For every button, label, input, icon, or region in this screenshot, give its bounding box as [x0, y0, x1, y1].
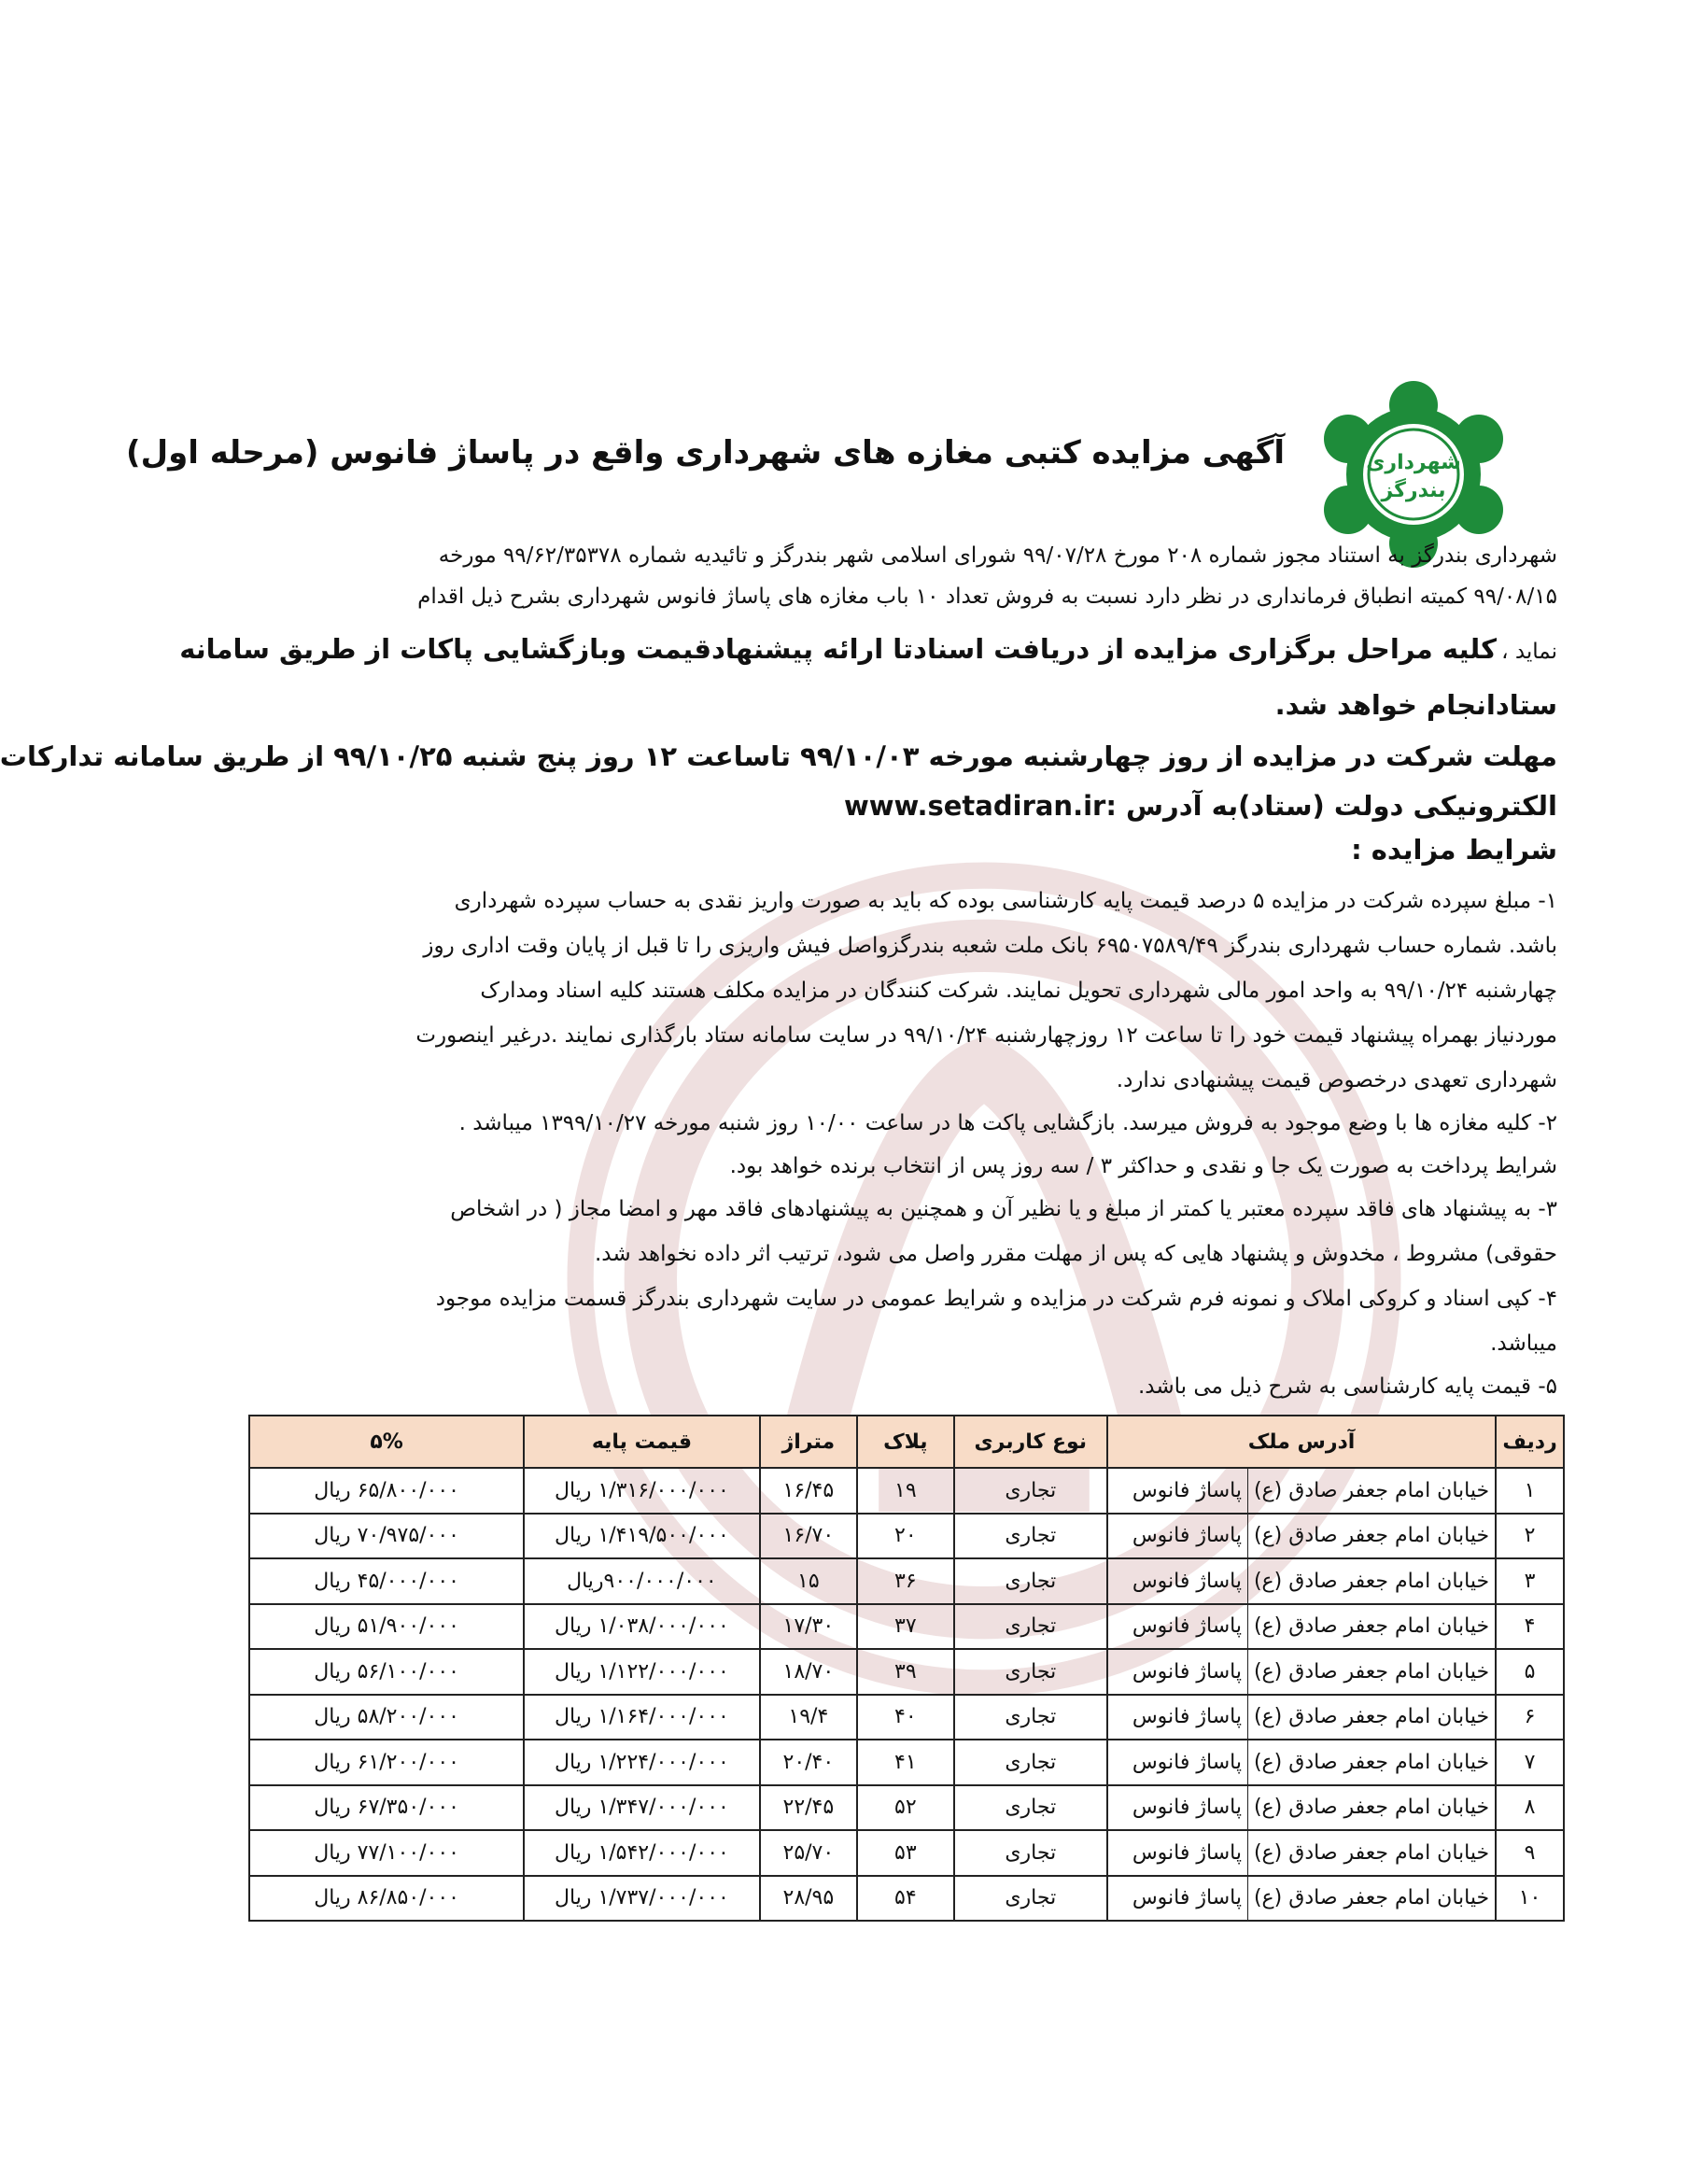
cell-area: ۱۸/۷۰ [760, 1649, 857, 1695]
cell-usage: تجاری [954, 1514, 1107, 1559]
cell-area: ۲۰/۴۰ [760, 1740, 857, 1785]
intro-line-3-normal: نماید ، [1501, 640, 1557, 664]
condition-2-line-1: ۲- کلیه مغازه ها با وضع موجود به فروش میرسد. بازگشایی پاکت ها در ساعت ۱۰/۰۰ روز شنبه مورخه ۱۳۹۹/۱۰/۲۷ میباشد . [458, 1111, 1557, 1135]
table-row [249, 1740, 1564, 1785]
intro-line-1: شهرداری بندرگز به استناد مجوز شماره ۲۰۸ مورخ ۹۹/۰۷/۲۸ شورای اسلامی شهر بندرگز و تائیدیه شماره ۹۹/۶۲/۳۵۳۷۸ مورخه [438, 543, 1557, 568]
cell-street: خیابان امام جعفر صادق (ع) [1247, 1830, 1496, 1876]
deadline-line-2: الکترونیکی دولت (ستاد)به آدرس :www.setadiran.ir [843, 790, 1557, 822]
cell-street: خیابان امام جعفر صادق (ع) [1247, 1876, 1496, 1922]
cell-area: ۱۷/۳۰ [760, 1604, 857, 1650]
cell-row-number: ۱ [1496, 1468, 1564, 1514]
condition-1-line-1: ۱- مبلغ سپرده شرکت در مزایده ۵ درصد قیمت پایه کارشناسی بوده که باید به صورت واریز نقدی به حساب سپرده شهرداری [454, 889, 1557, 913]
cell-plate: ۳۹ [857, 1649, 954, 1695]
deadline-line-1: مهلت شرکت در مزایده از روز چهارشنبه مورخه ۹۹/۱۰/۰۳ تاساعت ۱۲ روز پنج شنبه ۹۹/۱۰/۲۵ از طریق سامانه تدارکات [0, 740, 1557, 772]
logo-text-top: شهرداری [1366, 451, 1461, 474]
cell-mall: پاساژ فانوس [1107, 1468, 1248, 1514]
cell-deposit: ۸۶/۸۵۰/۰۰۰ ریال [249, 1876, 524, 1922]
cell-base-price: ۱/۳۴۷/۰۰۰/۰۰۰ ریال [524, 1785, 759, 1831]
table-row [249, 1558, 1564, 1604]
cell-base-price: ۱/۱۶۴/۰۰۰/۰۰۰ ریال [524, 1695, 759, 1740]
cell-plate: ۴۱ [857, 1740, 954, 1785]
cell-base-price: ۱/۴۱۹/۵۰۰/۰۰۰ ریال [524, 1514, 759, 1559]
cell-base-price: ۱/۳۱۶/۰۰۰/۰۰۰ ریال [524, 1468, 759, 1514]
condition-1-line-2: باشد. شماره حساب شهرداری بندرگز ۶۹۵۰۷۵۸۹/۴۹ بانک ملت شعبه بندرگزواصل فیش واریزی را تا قبل از پایان وقت اداری روز [423, 934, 1557, 958]
condition-1-line-4: موردنیاز بهمراه پیشنهاد قیمت خود را تا ساعت ۱۲ روزچهارشنبه ۹۹/۱۰/۲۴ در سایت سامانه ستاد بارگذاری نمایند .درغیر اینصورت [415, 1023, 1557, 1048]
cell-row-number: ۲ [1496, 1514, 1564, 1559]
cell-deposit: ۶۵/۸۰۰/۰۰۰ ریال [249, 1468, 524, 1514]
cell-base-price: ۱/۵۴۲/۰۰۰/۰۰۰ ریال [524, 1830, 759, 1876]
cell-plate: ۴۰ [857, 1695, 954, 1740]
intro-line-4: ستادانجام خواهد شد. [1274, 689, 1557, 721]
table-row [249, 1649, 1564, 1695]
cell-row-number: ۸ [1496, 1785, 1564, 1831]
condition-1-line-5: شهرداری تعهدی درخصوص قیمت پیشنهادی ندارد. [1116, 1068, 1557, 1092]
cell-base-price: ۱/۷۳۷/۰۰۰/۰۰۰ ریال [524, 1876, 759, 1922]
header-row-number: ردیف [1496, 1416, 1564, 1468]
header-area: متراژ [760, 1416, 857, 1468]
intro-line-3-bold: کلیه مراحل برگزاری مزایده از دریافت اسنادتا ارائه پیشنهادقیمت وبازگشایی پاکات از طریق سامانه [179, 633, 1497, 665]
header-usage: نوع کاربری [954, 1416, 1107, 1468]
cell-base-price: ۱/۲۲۴/۰۰۰/۰۰۰ ریال [524, 1740, 759, 1785]
cell-usage: تجاری [954, 1830, 1107, 1876]
cell-deposit: ۶۱/۲۰۰/۰۰۰ ریال [249, 1740, 524, 1785]
cell-plate: ۳۶ [857, 1558, 954, 1604]
cell-area: ۲۲/۴۵ [760, 1785, 857, 1831]
table-row [249, 1830, 1564, 1876]
cell-mall: پاساژ فانوس [1107, 1695, 1248, 1740]
header-plate: پلاک [857, 1416, 954, 1468]
table-row [249, 1695, 1564, 1740]
cell-mall: پاساژ فانوس [1107, 1649, 1248, 1695]
cell-area: ۱۶/۴۵ [760, 1468, 857, 1514]
cell-plate: ۵۲ [857, 1785, 954, 1831]
cell-area: ۱۹/۴ [760, 1695, 857, 1740]
condition-2-line-2: شرایط پرداخت به صورت یک جا و نقدی و حداکثر ۳ / سه روز پس از انتخاب برنده خواهد بود. [729, 1154, 1557, 1178]
cell-mall: پاساژ فانوس [1107, 1830, 1248, 1876]
cell-deposit: ۴۵/۰۰۰/۰۰۰ ریال [249, 1558, 524, 1604]
table-row [249, 1468, 1564, 1514]
notice-title: آگهی مزایده کتبی مغازه های شهرداری واقع در پاساژ فانوس (مرحله اول) [126, 434, 1285, 472]
cell-usage: تجاری [954, 1468, 1107, 1514]
cell-area: ۲۵/۷۰ [760, 1830, 857, 1876]
cell-row-number: ۳ [1496, 1558, 1564, 1604]
cell-row-number: ۶ [1496, 1695, 1564, 1740]
cell-street: خیابان امام جعفر صادق (ع) [1247, 1695, 1496, 1740]
cell-deposit: ۷۷/۱۰۰/۰۰۰ ریال [249, 1830, 524, 1876]
intro-line-3 [179, 626, 1557, 672]
cell-usage: تجاری [954, 1876, 1107, 1922]
cell-deposit: ۵۶/۱۰۰/۰۰۰ ریال [249, 1649, 524, 1695]
cell-area: ۱۶/۷۰ [760, 1514, 857, 1559]
condition-3-line-1: ۳- به پیشنهاد های فاقد سپرده معتبر یا کمتر از مبلغ و یا نظیر آن و همچنین به پیشنهادهای فاقد مهر و امضا مجاز ( در اشخاص [450, 1197, 1557, 1221]
cell-mall: پاساژ فانوس [1107, 1740, 1248, 1785]
cell-base-price: ۹۰۰/۰۰۰/۰۰۰ریال [524, 1558, 759, 1604]
intro-line-2: ۹۹/۰۸/۱۵ کمیته انطباق فرمانداری در نظر دارد نسبت به فروش تعداد ۱۰ باب مغازه های پاساژ فانوس شهرداری بشرح ذیل اقدام [417, 585, 1557, 609]
cell-street: خیابان امام جعفر صادق (ع) [1247, 1514, 1496, 1559]
header-address: آدرس ملک [1107, 1416, 1496, 1468]
cell-street: خیابان امام جعفر صادق (ع) [1247, 1468, 1496, 1514]
header-deposit: ۵% [249, 1416, 524, 1468]
cell-plate: ۲۰ [857, 1514, 954, 1559]
cell-area: ۱۵ [760, 1558, 857, 1604]
cell-base-price: ۱/۱۲۲/۰۰۰/۰۰۰ ریال [524, 1649, 759, 1695]
condition-4-line-1: ۴- کپی اسناد و کروکی املاک و نمونه فرم شرکت در مزایده و شرایط عمومی در سایت شهرداری بندرگز قسمت مزایده موجود [435, 1287, 1557, 1311]
cell-deposit: ۵۱/۹۰۰/۰۰۰ ریال [249, 1604, 524, 1650]
cell-usage: تجاری [954, 1785, 1107, 1831]
cell-usage: تجاری [954, 1740, 1107, 1785]
cell-plate: ۵۳ [857, 1830, 954, 1876]
cell-row-number: ۴ [1496, 1604, 1564, 1650]
cell-base-price: ۱/۰۳۸/۰۰۰/۰۰۰ ریال [524, 1604, 759, 1650]
condition-1-line-3: چهارشنبه ۹۹/۱۰/۲۴ به واحد امور مالی شهرداری تحویل نمایند. شرکت کنندگان در مزایده مکلف هستند کلیه اسناد ومدارک [480, 979, 1557, 1003]
cell-area: ۲۸/۹۵ [760, 1876, 857, 1922]
cell-street: خیابان امام جعفر صادق (ع) [1247, 1740, 1496, 1785]
cell-mall: پاساژ فانوس [1107, 1604, 1248, 1650]
cell-plate: ۵۴ [857, 1876, 954, 1922]
cell-plate: ۳۷ [857, 1604, 954, 1650]
price-table [248, 1415, 1565, 1922]
condition-4-line-2: میباشد. [1490, 1332, 1557, 1356]
condition-5: ۵- قیمت پایه کارشناسی به شرح ذیل می باشد. [1138, 1374, 1557, 1399]
table-row [249, 1514, 1564, 1559]
cell-street: خیابان امام جعفر صادق (ع) [1247, 1558, 1496, 1604]
cell-row-number: ۱۰ [1496, 1876, 1564, 1922]
cell-street: خیابان امام جعفر صادق (ع) [1247, 1604, 1496, 1650]
cell-row-number: ۹ [1496, 1830, 1564, 1876]
cell-row-number: ۵ [1496, 1649, 1564, 1695]
header-base-price: قیمت پایه [524, 1416, 759, 1468]
cell-mall: پاساژ فانوس [1107, 1785, 1248, 1831]
cell-row-number: ۷ [1496, 1740, 1564, 1785]
cell-mall: پاساژ فانوس [1107, 1558, 1248, 1604]
condition-3-line-2: حقوقی) مشروط ، مخدوش و پشنهاد هایی که پس از مهلت مقرر واصل می شود، ترتیب اثر داده نخواهد شد. [595, 1242, 1557, 1266]
cell-street: خیابان امام جعفر صادق (ع) [1247, 1785, 1496, 1831]
logo-text-bottom: بندرگز [1381, 479, 1446, 502]
cell-deposit: ۵۸/۲۰۰/۰۰۰ ریال [249, 1695, 524, 1740]
table-row [249, 1785, 1564, 1831]
cell-street: خیابان امام جعفر صادق (ع) [1247, 1649, 1496, 1695]
cell-usage: تجاری [954, 1558, 1107, 1604]
table-row [249, 1604, 1564, 1650]
table-header-row [249, 1416, 1564, 1468]
price-table-wrap [248, 1415, 1565, 1922]
cell-usage: تجاری [954, 1604, 1107, 1650]
table-row [249, 1876, 1564, 1922]
cell-usage: تجاری [954, 1649, 1107, 1695]
cell-mall: پاساژ فانوس [1107, 1876, 1248, 1922]
cell-deposit: ۷۰/۹۷۵/۰۰۰ ریال [249, 1514, 524, 1559]
cell-deposit: ۶۷/۳۵۰/۰۰۰ ریال [249, 1785, 524, 1831]
conditions-heading: شرایط مزایده : [1351, 834, 1557, 866]
cell-mall: پاساژ فانوس [1107, 1514, 1248, 1559]
cell-usage: تجاری [954, 1695, 1107, 1740]
cell-plate: ۱۹ [857, 1468, 954, 1514]
